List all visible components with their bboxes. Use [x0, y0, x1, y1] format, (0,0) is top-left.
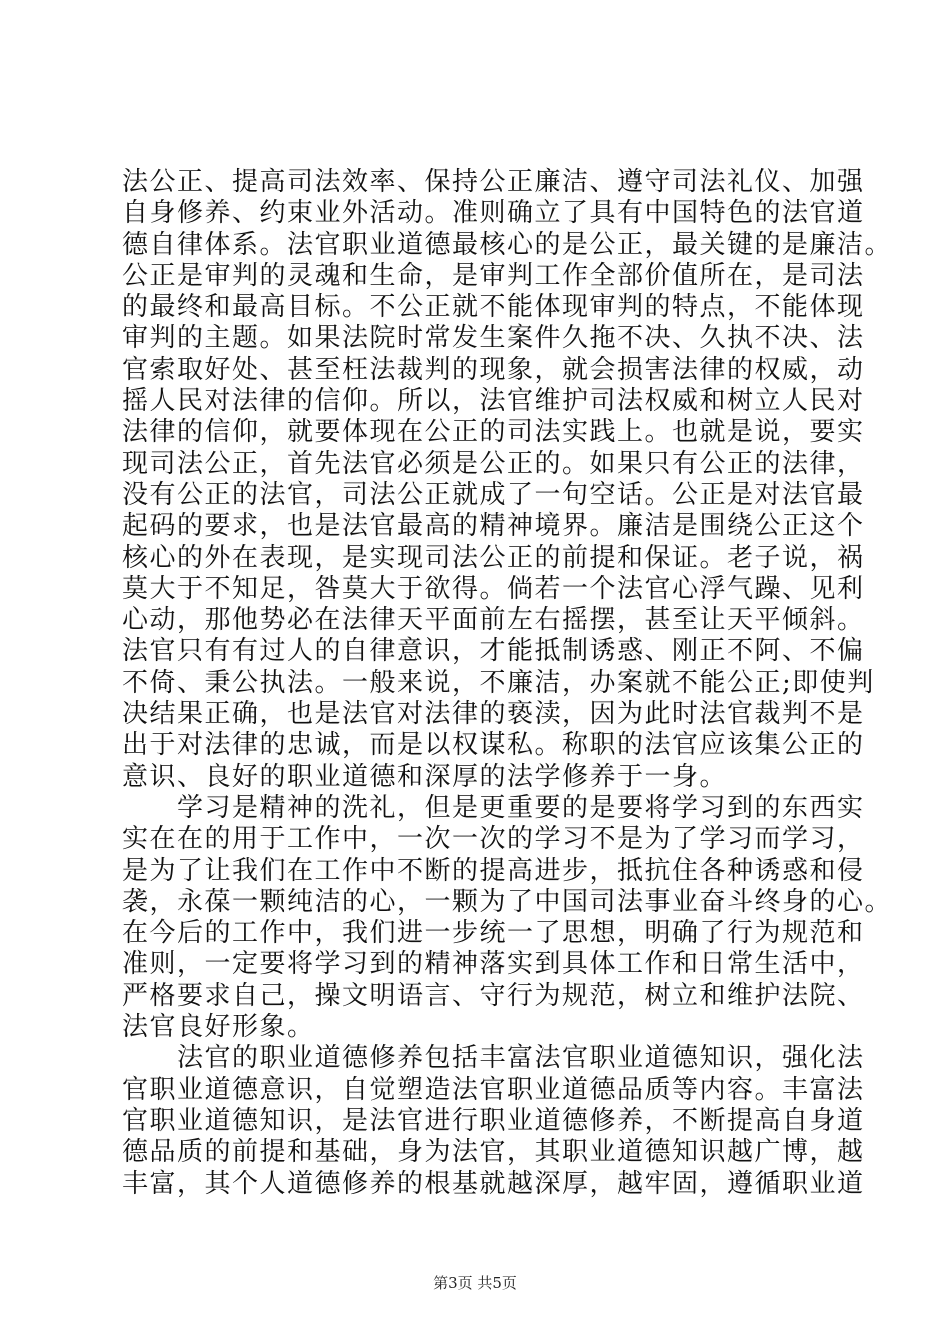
- text-line: 实在在的用于工作中，一次一次的学习不是为了学习而学习，: [122, 824, 865, 855]
- text-line: 法官只有有过人的自律意识，才能抵制诱惑、刚正不阿、不偏: [122, 636, 865, 667]
- text-line: 袭，永葆一颗纯洁的心，一颗为了中国司法事业奋斗终身的心。: [122, 886, 893, 917]
- text-line: 官职业道德意识，自觉塑造法官职业道德品质等内容。丰富法: [122, 1074, 865, 1105]
- text-line: 法官的职业道德修养包括丰富法官职业道德知识，强化法: [122, 1043, 865, 1074]
- text-line: 自身修养、约束业外活动。准则确立了具有中国特色的法官道: [122, 198, 865, 229]
- text-line: 公正是审判的灵魂和生命，是审判工作全部价值所在，是司法: [122, 260, 865, 291]
- text-line: 德品质的前提和基础，身为法官，其职业道德知识越广博，越: [122, 1137, 865, 1168]
- text-line: 没有公正的法官，司法公正就成了一句空话。公正是对法官最: [122, 479, 865, 510]
- text-line: 意识、良好的职业道德和深厚的法学修养于一身。: [122, 761, 728, 792]
- text-line: 准则，一定要将学习到的精神落实到具体工作和日常生活中，: [122, 949, 865, 980]
- text-line: 核心的外在表现，是实现司法公正的前提和保证。老子说，祸: [122, 542, 865, 573]
- text-line: 法公正、提高司法效率、保持公正廉洁、遵守司法礼仪、加强: [122, 167, 865, 197]
- text-line: 出于对法律的忠诚，而是以权谋私。称职的法官应该集公正的: [122, 730, 865, 761]
- text-line: 在今后的工作中，我们进一步统一了思想，明确了行为规范和: [122, 918, 865, 949]
- text-line: 的最终和最高目标。不公正就不能体现审判的特点，不能体现: [122, 292, 865, 323]
- text-line: 严格要求自己，操文明语言、守行为规范，树立和维护法院、: [122, 980, 865, 1011]
- text-line: 丰富，其个人道德修养的根基就越深厚，越牢固，遵循职业道: [122, 1168, 865, 1199]
- text-line: 心动，那他势必在法律天平面前左右摇摆，甚至让天平倾斜。: [122, 605, 865, 636]
- page-number-footer: 第3页 共5页: [433, 1274, 517, 1292]
- text-line: 是为了让我们在工作中不断的提高进步，抵抗住各种诱惑和侵: [122, 855, 865, 886]
- text-line: 官索取好处、甚至枉法裁判的现象，就会损害法律的权威，动: [122, 354, 865, 385]
- text-line: 法官良好形象。: [122, 1012, 315, 1043]
- text-line: 不倚、秉公执法。一般来说，不廉洁，办案就不能公正;即使判: [122, 667, 875, 698]
- text-line: 摇人民对法律的信仰。所以，法官维护司法权威和树立人民对: [122, 386, 865, 417]
- text-line: 现司法公正，首先法官必须是公正的。如果只有公正的法律，: [122, 448, 865, 479]
- text-line: 起码的要求，也是法官最高的精神境界。廉洁是围绕公正这个: [122, 511, 865, 542]
- text-line: 审判的主题。如果法院时常发生案件久拖不决、久执不决、法: [122, 323, 865, 354]
- text-line: 法律的信仰，就要体现在公正的司法实践上。也就是说，要实: [122, 417, 865, 448]
- text-line: 学习是精神的洗礼，但是更重要的是要将学习到的东西实: [122, 792, 865, 823]
- text-line: 莫大于不知足，咎莫大于欲得。倘若一个法官心浮气躁、见利: [122, 573, 865, 604]
- text-line: 官职业道德知识，是法官进行职业道德修养，不断提高自身道: [122, 1105, 865, 1136]
- body-text: [122, 167, 893, 1200]
- text-line: 德自律体系。法官职业道德最核心的是公正，最关键的是廉洁。: [122, 229, 893, 260]
- text-line: 决结果正确，也是法官对法律的亵渎，因为此时法官裁判不是: [122, 699, 865, 730]
